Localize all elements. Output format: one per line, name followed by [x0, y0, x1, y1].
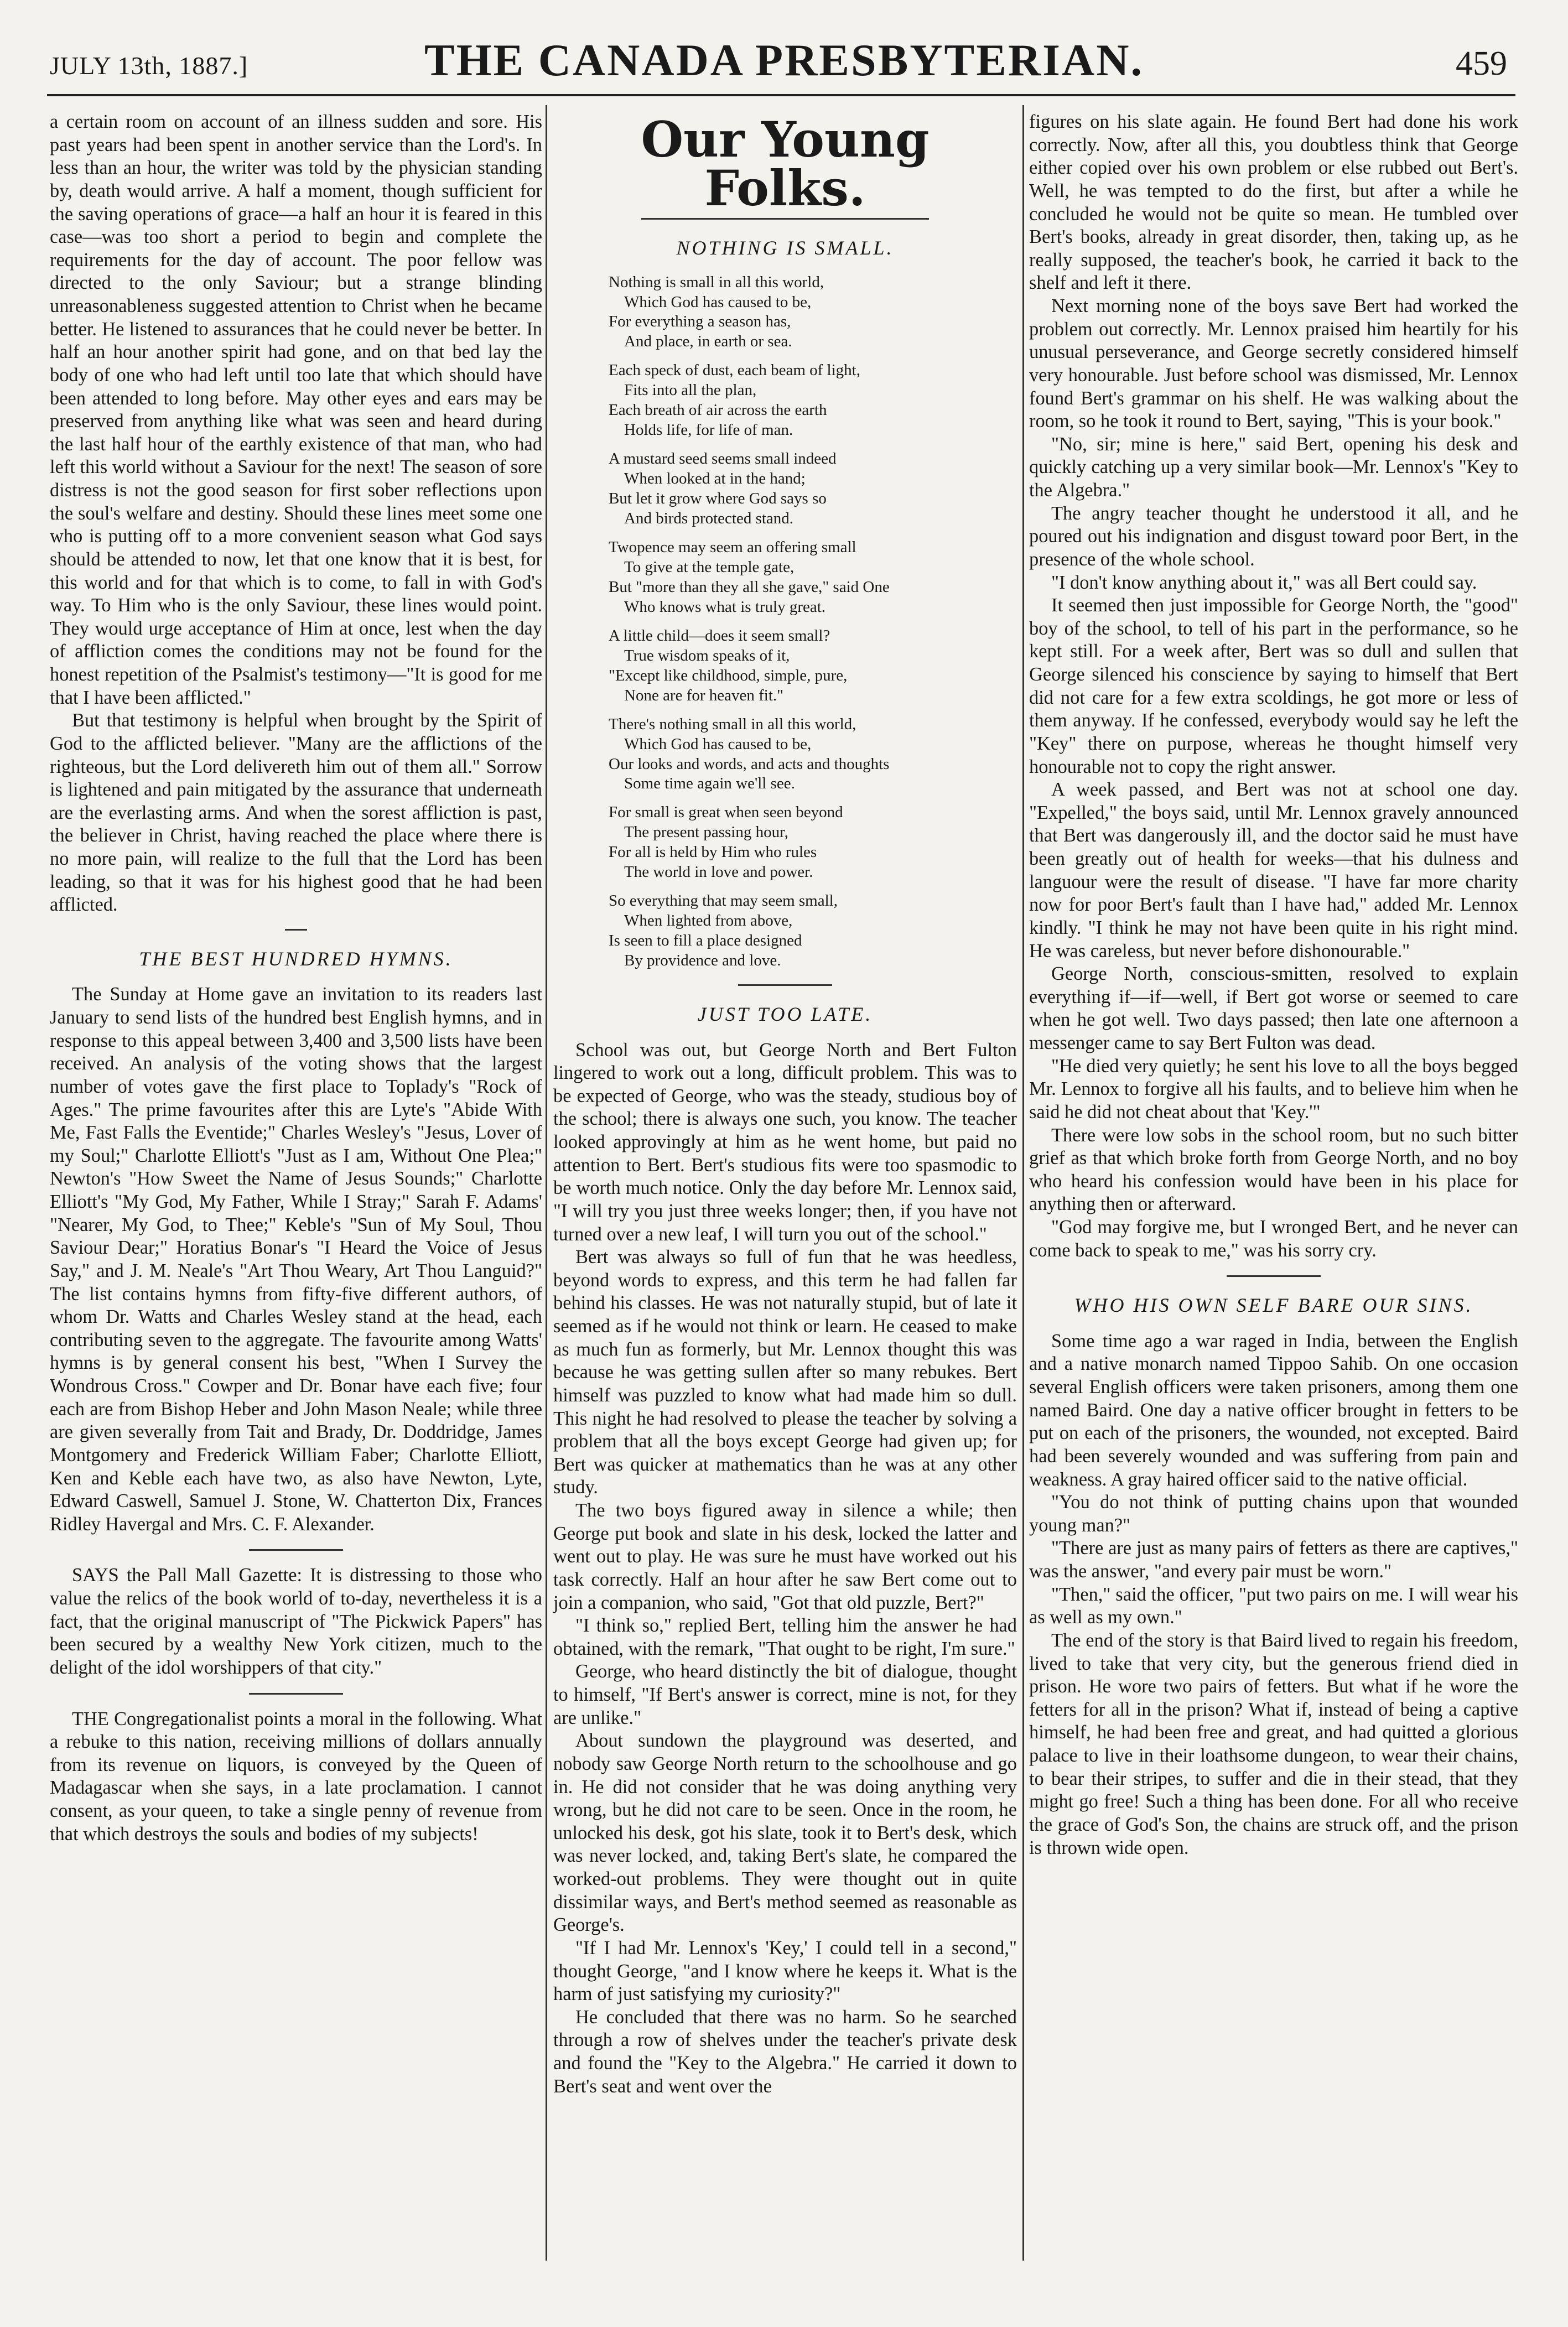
- poem-line: The world in love and power.: [624, 863, 813, 881]
- poem-title: NOTHING IS SMALL.: [676, 237, 894, 259]
- poem-line: For small is great when seen beyond: [609, 803, 843, 822]
- poem-line: Nothing is small in all this world,: [609, 273, 824, 291]
- poem-line: Which God has caused to be,: [624, 735, 812, 753]
- poem-line: Each speck of dust, each beam of light,: [609, 361, 860, 380]
- poem-line: "Except like childhood, simple, pure,: [609, 666, 848, 684]
- poem-line: For everything a season has,: [609, 313, 791, 331]
- article-paragraph: It seemed then just impossible for George North, the "good" boy of the school, to tell of his part in the performance, so he kept still. For a week after, Bert was so dull and sullen that George silenced his conscience by saying to himself that Bert did not care for a few extra scoldings, he got more or less of them anyway. If he confessed, everybody would say he left the "Key" there on purpose, whereas he thought himself very honourable not to copy the right answer.: [1029, 595, 1518, 777]
- story-continuation: [1029, 111, 1518, 1262]
- article-paragraph: "Then," said the officer, "put two pairs on me. I will wear his as well as my own.": [1029, 1583, 1518, 1628]
- page-number: 459: [1456, 45, 1507, 82]
- issue-date: JULY 13th, 1887.]: [50, 51, 248, 80]
- section-divider: [249, 1693, 343, 1695]
- article-paragraph: "I don't know anything about it," was all Bert could say.: [1051, 572, 1477, 593]
- article-paragraph: The angry teacher thought he understood it all, and he poured out his indignation and disgust toward poor Bert, in the presence of the whole school.: [1029, 502, 1518, 570]
- column-divider: [1022, 105, 1024, 2261]
- poem-stanza: [553, 715, 1017, 794]
- poem-line: Who knows what is truly great.: [624, 598, 826, 616]
- young-folks-masthead: Our Young Folks.: [641, 111, 930, 217]
- article-paragraph: Next morning none of the boys save Bert had worked the problem out correctly. Mr. Lennox praised him heartily for his unusual perseverance, and George secretly considered himself very honourable. Just before school was dismissed, Mr. Lennox found Bert's grammar on his shelf. He was walking about the room, so he took it round to Bert, saying, "This is your book.": [1029, 295, 1518, 432]
- poem-stanza: [553, 538, 1017, 617]
- newspaper-title: THE CANADA PRESBYTERIAN.: [424, 35, 1144, 85]
- poem: [553, 273, 1017, 972]
- poem-stanza: [553, 273, 1017, 352]
- section-divider: [738, 984, 832, 986]
- poem-line: There's nothing small in all this world,: [609, 715, 856, 733]
- poem-line: And place, in earth or sea.: [624, 333, 792, 351]
- poem-line: A mustard seed seems small indeed: [609, 450, 837, 468]
- article-paragraph: "No, sir; mine is here," said Bert, opening his desk and quickly catching up a very similar book—Mr. Lennox's "Key to the Algebra.": [1029, 433, 1518, 501]
- article-paragraph: "I think so," replied Bert, telling him the answer he had obtained, with the remark, "That ought to be right, I'm sure.": [553, 1615, 1017, 1659]
- poem-line: Our looks and words, and acts and thoughts: [609, 755, 890, 773]
- article-paragraph: George North, conscious-smitten, resolved to explain everything if—if—well, if Bert got worse or seemed to care when he got well. Two days passed; then late one afternoon a messenger came to say Bert Fulton was dead.: [1029, 963, 1518, 1053]
- section-divider: [285, 929, 307, 931]
- poem-stanza: [553, 891, 1017, 971]
- article-paragraph: He concluded that there was no harm. So he searched through a row of shelves under the teacher's private desk and found the "Key to the Algebra." He carried it down to Bert's seat and went over the: [553, 2006, 1017, 2097]
- poem-stanza: [553, 361, 1017, 440]
- poem-line: But let it grow where God says so: [609, 490, 827, 508]
- article-paragraph: Some time ago a war raged in India, between the English and a native monarch named Tippoo Sahib. On one occasion several English officers were taken prisoners, among them one named Baird. One day a native officer brought in fetters to be put on each of the prisoners, the wounded, not excepted. Baird had been severely wounded and was suffering from pain and weakness. A gray haired officer said to the native official.: [1029, 1330, 1518, 1490]
- story-body: [553, 1039, 1017, 2099]
- article-paragraph: "You do not think of putting chains upon that wounded young man?": [1029, 1492, 1518, 1536]
- header-rule: [47, 94, 1515, 96]
- poem-line: By providence and love.: [624, 952, 781, 970]
- poem-line: Is seen to fill a place designed: [609, 932, 802, 950]
- article-paragraph: figures on his slate again. He found Bert had done his work correctly. Now, after all this, you doubtless think that George either copied over his own problem or else rubbed out Bert's. Well, he was tempted to do the first, but after a while he concluded he would not be quite so mean. He tumbled over Bert's books, already in great disorder, then, taking up, as he really supposed, the teacher's book, he carried it back to the shelf and left it there.: [1029, 111, 1518, 294]
- sins-article: [1029, 1330, 1518, 1859]
- poem-line: When looked at in the hand;: [624, 470, 806, 488]
- story-title: JUST TOO LATE.: [697, 1003, 873, 1026]
- article-paragraph: "God may forgive me, but I wronged Bert, and he never can come back to speak to me," was his sorry cry.: [1029, 1217, 1518, 1261]
- article-paragraph: George, who heard distinctly the bit of dialogue, thought to himself, "If Bert's answer is correct, mine is not, for they are unlike.": [553, 1661, 1017, 1728]
- column-divider: [546, 105, 547, 2261]
- poem-line: Twopence may seem an offering small: [609, 538, 856, 556]
- poem-stanza: [553, 449, 1017, 529]
- poem-line: For all is held by Him who rules: [609, 843, 817, 861]
- section-divider: [249, 1549, 343, 1551]
- poem-line: But "more than they all she gave," said One: [609, 578, 890, 596]
- article-paragraph: The two boys figured away in silence a while; then George put book and slate in his desk, locked the latter and went out to play. He was sure he must have worked out his task correctly. Half an hour after he saw Bert come out to join a companion, who said, "Got that old puzzle, Bert?": [553, 1500, 1017, 1613]
- column-left: [50, 111, 542, 1846]
- column-middle: [553, 111, 1017, 2098]
- article-paragraph: About sundown the playground was deserted, and nobody saw George North return to the schoolhouse and go in. He did not consider that he was doing anything very wrong, but he did not care to be seen. Once in the room, he unlocked his desk, got his slate, took it to Bert's desk, which was never locked, and, taking Bert's slate, he compared the worked-out problems. They were thought out in quite dissimilar ways, and Bert's method seemed as reasonable as George's.: [553, 1730, 1017, 1936]
- poem-line: To give at the temple gate,: [624, 558, 795, 576]
- article-paragraph: "There are just as many pairs of fetters as there are captives," was the answer, "and every pair must be worn.": [1029, 1538, 1518, 1582]
- article-paragraph: The end of the story is that Baird lived to regain his freedom, lived to take that very city, but the generous friend died in prison. He wore two pairs of fetters. But what if he wore the fetters for all in the prison? What if, instead of being a captive himself, he had been free and great, and had quitted a glorious palace to live in their loathsome dungeon, to wear their chains, to bear their stripes, to suffer and die in their stead, that they might go free! Such a thing has been done. For all who receive the grace of God's Son, the chains are struck off, and the prison is thrown wide open.: [1029, 1629, 1518, 1858]
- poem-line: Each breath of air across the earth: [609, 401, 827, 419]
- article-paragraph: A week passed, and Bert was not at school one day. "Expelled," the boys said, until Mr. Lennox gravely announced that Bert was dangerously ill, and the doctor said he must have been greatly out of health for weeks—that his dulness and languour were the result of disease. "I have far more charity now for poor Bert's fault than I have had," added Mr. Lennox kindly. "I think he may not have been quite in his right mind. He was careless, but never before dishonourable.": [1029, 779, 1518, 962]
- article-paragraph: The Sunday at Home gave an invitation to its readers last January to send lists of the hundred best English hymns, and in response to this appeal between 3,400 and 3,500 lists have been received. An analysis of the voting shows that the largest number of votes gave the first place to Toplady's "Rock of Ages." The prime favourites after this are Lyte's "Abide With Me, Fast Falls the Eventide;" Charles Wesley's "Jesus, Lover of my Soul;" Charlotte Elliott's "Just as I am, Without One Plea;" Newton's "How Sweet the Name of Jesus Sounds;" Charlotte Elliott's "My God, My Father, While I Stray;" Sarah F. Adams' "Nearer, My God, to Thee;" Keble's "Sun of My Soul, Thou Saviour Dear;" Horatius Bonar's "I Heard the Voice of Jesus Say," and J. M. Neale's "Art Thou Weary, Art Thou Languid?" The list contains hymns from fifty-five different authors, of whom Dr. Watts and Charles Wesley stand at the head, each contributing seven to the aggregate. The favourite among Watts' hymns is by general consent his best, "When I Survey the Wondrous Cross." Cowper and Dr. Bonar have each five; four each are from Bishop Heber and John Mason Neale; while three are given severally from Tait and Brady, Dr. Doddridge, James Montgomery and Frederick William Faber; Charlotte Elliott, Ken and Keble each have two, as also have Newton, Lyte, Edward Caswell, Samuel J. Stone, W. Chatterton Dix, Frances Ridley Havergal and Mrs. C. F. Alexander.: [50, 984, 542, 1535]
- column-right: [1029, 111, 1518, 1859]
- poem-line: And birds protected stand.: [624, 510, 794, 528]
- poem-line: When lighted from above,: [624, 912, 793, 930]
- article-paragraph: School was out, but George North and Bert Fulton lingered to work out a long, difficult problem. This was to be expected of George, who was the steady, studious boy of the school; there is always one such, you know. The teacher looked approvingly at him as he went home, but paid no attention to Bert. Bert's studious fits were too spasmodic to be worth much notice. Only the day before Mr. Lennox said, "I will try you just three weeks longer; then, if you have not turned over a new leaf, I will turn you out of the school.": [553, 1039, 1017, 1245]
- poem-line: So everything that may seem small,: [609, 892, 838, 910]
- poem-line: The present passing hour,: [624, 823, 788, 842]
- masthead-rule: [641, 218, 929, 220]
- article-paragraph: "He died very quietly; he sent his love to all the boys begged Mr. Lennox to forgive all his faults, and to believe him when he said he did not cheat about that 'Key.'": [1029, 1055, 1518, 1123]
- poem-line: Which God has caused to be,: [624, 293, 812, 311]
- poem-stanza: [553, 803, 1017, 882]
- poem-line: True wisdom speaks of it,: [624, 646, 790, 664]
- article-paragraph: SAYS the Pall Mall Gazette: It is distressing to those who value the relics of the book world of to-day, nevertheless it is a fact, that the original manuscript of "The Pickwick Papers" has been secured by a wealthy New York citizen, much to the delight of the idol worshippers of that city.": [50, 1565, 542, 1678]
- poem-line: Some time again we'll see.: [624, 775, 795, 793]
- article-paragraph: THE Congregationalist points a moral in the following. What a rebuke to this nation, receiving millions of dollars annually from its revenue on liquors, is conveyed by the Queen of Madagascar when she says, in a late proclamation. I cannot consent, as your queen, to take a single penny of revenue from that which destroys the souls and bodies of my subjects!: [50, 1708, 542, 1845]
- poem-line: Holds life, for life of man.: [624, 421, 793, 439]
- poem-line: None are for heaven fit.": [624, 686, 784, 704]
- poem-line: Fits into all the plan,: [624, 381, 757, 399]
- article-paragraph: a certain room on account of an illness sudden and sore. His past years had been spent in another service than the Lord's. In less than an hour, the writer was told by the physician standing by, death would arrive. A half a moment, though sufficient for the saving operations of grace—a half an hour it is feared in this case—was too short a period to begin and complete the requirements for the day of account. The poor fellow was directed to the only Saviour; but a strange blinding unreasonableness suggested attention to Christ when he became better. He listened to assurances that he could never be better. In half an hour another spirit had gone, and on that bed lay the body of one who had left until too late that which should have been attended to long before. May other eyes and ears may be preserved from anything like what was seen and heard during the last half hour of the earthly existence of that man, who had left this world without a Saviour for the next! The season of sore distress is not the good season for first sober reflections upon the soul's welfare and destiny. Should these lines meet some one who is putting off to a more convenient season what God says should be attended to now, let that one know that it is best, for this world and for that which is to come, to fall in with God's way. To Him who is the only Saviour, these lines would point. They would urge acceptance of Him at once, lest when the day of affliction comes the conditions may not be found for the honest repetition of the Psalmist's testimony—"It is good for me that I have been afflicted.": [50, 111, 542, 708]
- poem-stanza: [553, 626, 1017, 706]
- page-header: [0, 0, 1568, 83]
- section-divider: [1227, 1275, 1321, 1277]
- article-paragraph: "If I had Mr. Lennox's 'Key,' I could tell in a second," thought George, "and I know where he keeps it. What is the harm of just satisfying my curiosity?": [553, 1937, 1017, 2005]
- article-paragraph: But that testimony is helpful when brought by the Spirit of God to the afflicted believer. "Many are the afflictions of the righteous, but the Lord delivereth him out of them all." Sorrow is lightened and pain mitigated by the assurance that underneath are the everlasting arms. And when the sorest affliction is past, the believer in Christ, having reached the place where there is no more pain, will realize to the full that the Lord has been leading, so that it was for his highest good that he had been afflicted.: [50, 710, 542, 916]
- section-title: THE BEST HUNDRED HYMNS.: [139, 947, 453, 970]
- poem-line: A little child—does it seem small?: [609, 626, 830, 645]
- article-paragraph: There were low sobs in the school room, but no such bitter grief as that which broke forth from George North, and no boy who heard his confession would have been in his place for anything then or afterward.: [1029, 1124, 1518, 1215]
- section-title: WHO HIS OWN SELF BARE OUR SINS.: [1074, 1294, 1473, 1317]
- article-paragraph: Bert was always so full of fun that he was heedless, beyond words to express, and this term he had fallen far behind his classes. He was not naturally stupid, but of late it seemed as if he would not think or learn. He ceased to make as much fun as formerly, but Mr. Lennox thought this was because he was getting sullen after so many rebukes. Bert himself was puzzled to know what had made him so dull. This night he had resolved to please the teacher by solving a problem that all the boys except George had given up; for Bert was quicker at mathematics than he was at any other study.: [553, 1246, 1017, 1498]
